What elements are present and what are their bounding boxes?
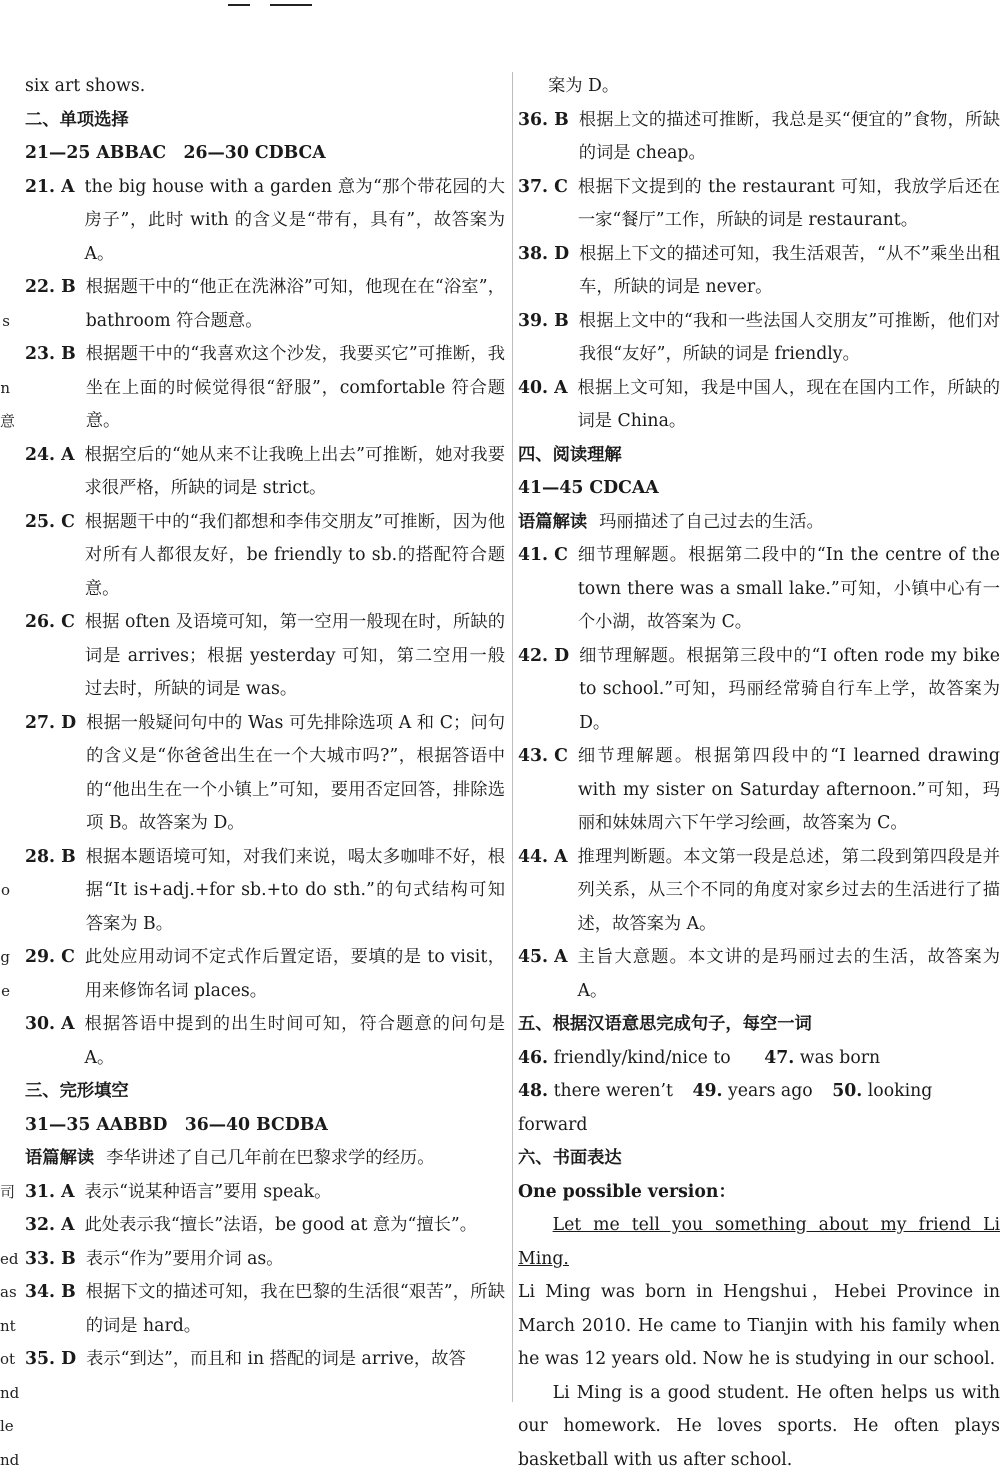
explanation-item: [25, 271, 505, 338]
item-number: 44. A: [518, 841, 568, 942]
edge-fragment: [0, 1042, 12, 1076]
item-number: 38. D: [518, 238, 569, 305]
explanation-item: [25, 1343, 505, 1377]
edge-fragment: [0, 1209, 12, 1243]
left-column: [25, 70, 505, 1377]
item-explanation: 根据题干中的“我们都想和李伟交朋友”可推断，因为他对所有人都很友好，be friendly to sb.的搭配符合题意。: [85, 506, 505, 607]
passage-summary: [518, 506, 1000, 540]
item-number: 35. D: [25, 1343, 76, 1377]
item-explanation: 细节理解题。根据第三段中的“I often rode my bike to school.”可知，玛丽经常骑自行车上学，故答案为 D。: [579, 640, 1000, 741]
edge-fragment: [0, 740, 12, 774]
edge-fragment: nd: [0, 1444, 12, 1477]
passage-label: 语篇解读: [25, 1148, 94, 1168]
edge-fragment: [0, 238, 12, 272]
item-explanation: the big house with a garden 意为“那个带花园的大房子”，此时 with 的含义是“带有，具有”，故答案为 A。: [85, 171, 506, 272]
item-explanation: 根据上文可知，我是中国人，现在在国内工作，所缺的词是 China。: [578, 372, 1001, 439]
explanation-item: [25, 506, 505, 607]
edge-fragment: nt: [0, 1310, 12, 1344]
explanation-item: [25, 1008, 505, 1075]
item-explanation: 根据空后的“她从来不让我晚上出去”可推断，她对我要求很严格，所缺的词是 strict。: [85, 439, 506, 506]
item-explanation: 根据一般疑问句中的 Was 可先排除选项 A 和 C；问句的含义是“你爸爸出生在一个大城市吗?”，根据答语中的“他出生在一个小镇上”可知，要用否定回答，排除选项 B。故答案为 D。: [86, 707, 505, 841]
edge-fragment: [0, 338, 12, 372]
edge-fragment: [0, 573, 12, 607]
item-number: 25. C: [25, 506, 75, 607]
explanation-item: [518, 372, 1000, 439]
edge-fragment: [0, 204, 12, 238]
item-number: 33. B: [25, 1243, 76, 1277]
item-number: 23. B: [25, 338, 76, 439]
item-number: 43. C: [518, 740, 568, 841]
answer-key-21-30: 21—25 ABBAC 26—30 CDBCA: [25, 137, 505, 171]
essay-paragraph-2: Li Ming is a good student. He often helps us with our homework. He loves sports. He often plays basketball with us after school.: [518, 1377, 1000, 1477]
explanation-item: [518, 841, 1000, 942]
item-explanation: 根据题干中的“他正在洗淋浴”可知，他现在在“浴室”，bathroom 符合题意。: [86, 271, 505, 338]
edge-fragment: ed: [0, 1243, 12, 1277]
explanation-item: [518, 238, 1000, 305]
right-column: [518, 70, 1000, 1477]
edge-fragment: [0, 774, 12, 808]
item-number: 45. A: [518, 941, 568, 1008]
edge-fragment: [0, 171, 12, 205]
q48-answer: there weren’t: [554, 1081, 673, 1101]
previous-page-edge: [0, 70, 12, 1410]
edge-fragment: [0, 673, 12, 707]
item-number: 29. C: [25, 941, 75, 1008]
continued-line: [518, 70, 1000, 104]
edge-fragment: [0, 70, 12, 104]
explanation-item: [518, 941, 1000, 1008]
explanations-31-35: [25, 1176, 505, 1377]
section-heading-5: 五、根据汉语意思完成句子，每空一词: [518, 1008, 1000, 1042]
column-divider: [512, 72, 513, 1402]
essay-topic-sentence: Let me tell you something about my friend Li Ming.: [518, 1215, 1000, 1269]
explanation-item: [518, 740, 1000, 841]
essay-paragraph-1: Li Ming was born in Hengshui，Hebei Province in March 2010. He came to Tianjin with his family when he was 12 years old. Now he is studying in our school.: [518, 1276, 1000, 1377]
q46-answer: friendly/kind/nice to: [554, 1048, 731, 1068]
item-explanation: 根据本题语境可知，对我们来说，喝太多咖啡不好，根据“It is+adj.+for sb.+to do sth.”的句式结构可知答案为 B。: [86, 841, 505, 942]
fill-answers-46-47: [518, 1042, 1000, 1076]
item-number: 24. A: [25, 439, 75, 506]
essay-opening: [518, 1209, 1000, 1276]
explanation-item: [518, 104, 1000, 171]
edge-fragment: [0, 606, 12, 640]
explanations-41-45: [518, 539, 1000, 1008]
q46-number: 46.: [518, 1048, 548, 1068]
passage-label: 语篇解读: [518, 512, 587, 532]
explanation-item: [25, 1176, 505, 1210]
item-number: 39. B: [518, 305, 569, 372]
q48-number: 48.: [518, 1081, 548, 1101]
edge-fragment: [0, 1142, 12, 1176]
passage-summary: [25, 1142, 505, 1176]
possible-version-label: One possible version：: [518, 1176, 1000, 1210]
edge-fragment: le: [0, 1410, 12, 1444]
header-rule-left: [228, 4, 250, 6]
section-heading-3: 三、完形填空: [25, 1075, 505, 1109]
continued-line: six art shows.: [25, 70, 505, 104]
edge-fragment: [0, 137, 12, 171]
item-number: 42. D: [518, 640, 569, 741]
explanation-item: [25, 1243, 505, 1277]
edge-fragment: 意: [0, 405, 12, 439]
item-explanation: 推理判断题。本文第一段是总述，第二段到第四段是并列关系，从三个不同的角度对家乡过去的生活进行了描述，故答案为 A。: [578, 841, 1001, 942]
item-explanation: 根据下文的描述可知，我在巴黎的生活很“艰苦”，所缺的词是 hard。: [86, 1276, 505, 1343]
explanation-item: [25, 439, 505, 506]
explanation-item: [25, 707, 505, 841]
item-number: 30. A: [25, 1008, 75, 1075]
item-explanation: 主旨大意题。本文讲的是玛丽过去的生活，故答案为 A。: [578, 941, 1001, 1008]
item-number: 36. B: [518, 104, 569, 171]
item-number: 41. C: [518, 539, 568, 640]
edge-fragment: n: [0, 372, 12, 406]
edge-fragment: [0, 439, 12, 473]
passage-text: 玛丽描述了自己过去的生活。: [599, 512, 824, 532]
item-explanation: 表示“到达”，而且和 in 搭配的词是 arrive，故答: [86, 1343, 505, 1377]
passage-text: 李华讲述了自己几年前在巴黎求学的经历。: [106, 1148, 434, 1168]
item-number: 22. B: [25, 271, 76, 338]
q49-answer: years ago: [728, 1081, 813, 1101]
edge-fragment: [0, 539, 12, 573]
answer-key-31-40: 31—35 AABBD 36—40 BCDBA: [25, 1109, 505, 1143]
edge-fragment: [0, 271, 12, 305]
edge-fragment: [0, 472, 12, 506]
edge-fragment: nd: [0, 1377, 12, 1411]
explanation-item: [25, 941, 505, 1008]
item-explanation: 细节理解题。根据第二段中的“In the centre of the town there was a small lake.”可知，小镇中心有一个小湖，故答案为 C。: [578, 539, 1000, 640]
explanation-item: [25, 338, 505, 439]
item-explanation: 表示“说某种语言”要用 speak。: [85, 1176, 506, 1210]
edge-fragment: as: [0, 1276, 12, 1310]
explanation-item: [25, 606, 505, 707]
edge-fragment: [0, 1075, 12, 1109]
edge-fragment: [0, 1109, 12, 1143]
section-heading-4: 四、阅读理解: [518, 439, 1000, 473]
explanations-36-40: [518, 104, 1000, 439]
item-explanation: 细节理解题。根据第四段中的“I learned drawing with my sister on Saturday afternoon.”可知，玛丽和妹妹周六下午学习绘画，故答案为 C。: [578, 740, 1000, 841]
answer-key-41-45: 41—45 CDCAA: [518, 472, 1000, 506]
q50-number: 50.: [832, 1081, 862, 1101]
item-explanation: 此处应用动词不定式作后置定语，要填的是 to visit，用来修饰名词 places。: [85, 941, 505, 1008]
edge-fragment: [0, 104, 12, 138]
item-explanation: 根据上文的描述可推断，我总是买“便宜的”食物，所缺的词是 cheap。: [579, 104, 1000, 171]
item-explanation: 此处表示我“擅长”法语，be good at 意为“擅长”。: [85, 1209, 506, 1243]
edge-fragment: [0, 506, 12, 540]
section-heading-2: 二、单项选择: [25, 104, 505, 138]
item-number: 21. A: [25, 171, 75, 272]
item-explanation: 根据答语中提到的出生时间可知，符合题意的问句是 A。: [85, 1008, 506, 1075]
edge-fragment: [0, 807, 12, 841]
explanation-item: [25, 841, 505, 942]
item-number: 31. A: [25, 1176, 75, 1210]
edge-fragment: e: [0, 975, 12, 1009]
edge-fragment: [0, 908, 12, 942]
edge-fragment: ot: [0, 1343, 12, 1377]
item-explanation: 根据下文提到的 the restaurant 可知，我放学后还在一家“餐厅”工作，所缺的词是 restaurant。: [578, 171, 1000, 238]
edge-fragment: 司: [0, 1176, 12, 1210]
edge-fragment: [0, 841, 12, 875]
item-number: 40. A: [518, 372, 568, 439]
edge-fragment: g: [0, 941, 12, 975]
explanation-item: [25, 1276, 505, 1343]
explanations-21-30: [25, 171, 505, 1076]
q50-answer: looking forward: [518, 1081, 932, 1135]
item-number: 37. C: [518, 171, 568, 238]
continued-text: 案为 D。: [548, 76, 619, 96]
q47-number: 47.: [764, 1048, 794, 1068]
edge-fragment: [0, 707, 12, 741]
explanation-item: [25, 171, 505, 272]
edge-fragment: [0, 1008, 12, 1042]
explanation-item: [518, 640, 1000, 741]
edge-fragment: o: [0, 874, 12, 908]
item-number: 27. D: [25, 707, 76, 841]
item-number: 32. A: [25, 1209, 75, 1243]
header-rule-right: [270, 4, 312, 6]
q47-answer: was born: [800, 1048, 880, 1068]
item-number: 28. B: [25, 841, 76, 942]
q49-number: 49.: [692, 1081, 722, 1101]
explanation-item: [518, 539, 1000, 640]
item-explanation: 根据 often 及语境可知，第一空用一般现在时，所缺的词是 arrives；根据 yesterday 可知，第二空用一般过去时，所缺的词是 was。: [85, 606, 505, 707]
item-number: 26. C: [25, 606, 75, 707]
item-number: 34. B: [25, 1276, 76, 1343]
explanation-item: [518, 305, 1000, 372]
item-explanation: 表示“作为”要用介词 as。: [86, 1243, 505, 1277]
explanation-item: [25, 1209, 505, 1243]
section-heading-6: 六、书面表达: [518, 1142, 1000, 1176]
item-explanation: 根据上下文的描述可知，我生活艰苦，“从不”乘坐出租车，所缺的词是 never。: [579, 238, 1000, 305]
edge-fragment: s: [0, 305, 12, 339]
edge-fragment: [0, 640, 12, 674]
item-explanation: 根据题干中的“我喜欢这个沙发，我要买它”可推断，我坐在上面的时候觉得很“舒服”，comfortable 符合题意。: [86, 338, 505, 439]
item-explanation: 根据上文中的“我和一些法国人交朋友”可推断，他们对我很“友好”，所缺的词是 friendly。: [579, 305, 1000, 372]
fill-answers-48-50: [518, 1075, 1000, 1142]
explanation-item: [518, 171, 1000, 238]
sample-essay: [518, 1209, 1000, 1477]
